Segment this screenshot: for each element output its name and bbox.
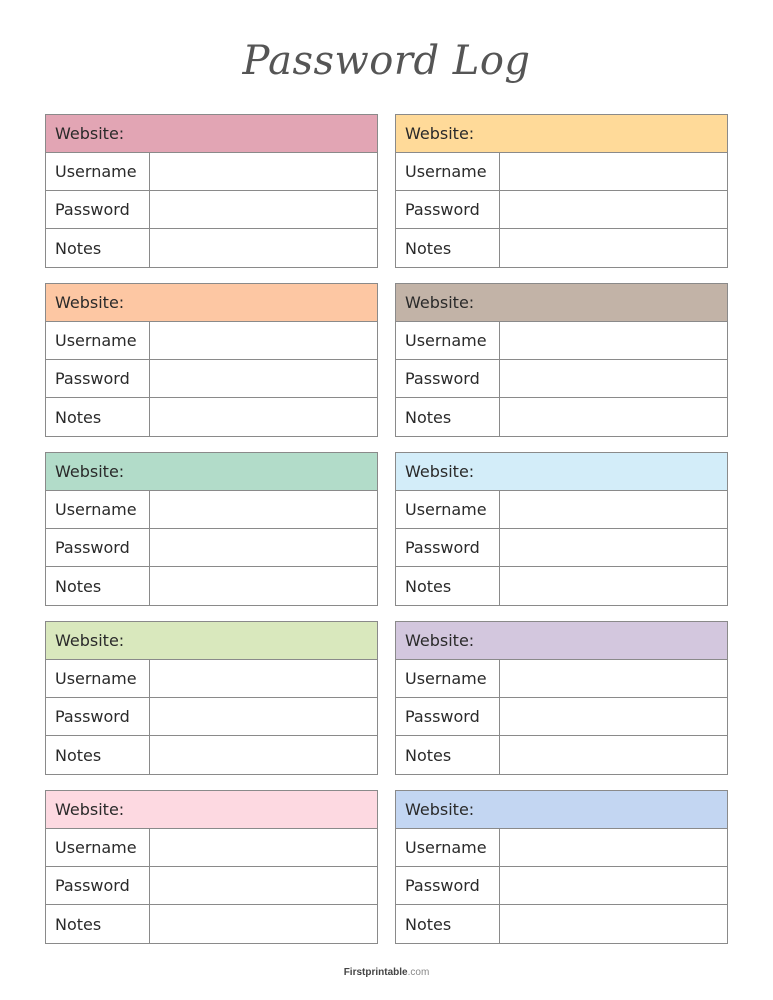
notes-field[interactable]: [150, 398, 377, 436]
password-entry-card: [395, 452, 728, 606]
notes-label: Notes: [46, 567, 150, 605]
password-field[interactable]: [500, 867, 727, 904]
website-field[interactable]: [396, 622, 727, 660]
password-row: [396, 191, 727, 229]
username-label: Username: [396, 660, 500, 697]
footer-brand: Firstprintable: [343, 967, 408, 978]
notes-row: [46, 398, 377, 436]
password-row: [46, 698, 377, 736]
website-field[interactable]: [46, 115, 377, 153]
password-field[interactable]: [150, 191, 377, 228]
username-label: Username: [396, 829, 500, 866]
username-row: [46, 829, 377, 867]
notes-label: Notes: [46, 229, 150, 267]
username-label: Username: [46, 829, 150, 866]
website-label: Website:: [405, 293, 475, 312]
username-label: Username: [46, 491, 150, 528]
password-label: Password: [46, 191, 150, 228]
password-field[interactable]: [500, 698, 727, 735]
password-log-grid: [45, 114, 728, 944]
username-field[interactable]: [500, 322, 727, 359]
password-label: Password: [46, 529, 150, 566]
password-row: [396, 867, 727, 905]
notes-row: [396, 905, 727, 943]
username-row: [46, 153, 377, 191]
password-entry-card: [45, 621, 378, 775]
password-entry-card: [395, 283, 728, 437]
notes-label: Notes: [396, 905, 500, 943]
website-field[interactable]: [396, 791, 727, 829]
username-field[interactable]: [500, 660, 727, 697]
notes-label: Notes: [396, 567, 500, 605]
password-row: [46, 191, 377, 229]
username-field[interactable]: [500, 491, 727, 528]
username-row: [396, 322, 727, 360]
username-label: Username: [46, 322, 150, 359]
notes-row: [46, 905, 377, 943]
password-row: [46, 867, 377, 905]
website-label: Website:: [405, 462, 475, 481]
notes-row: [396, 229, 727, 267]
password-label: Password: [396, 529, 500, 566]
username-row: [46, 660, 377, 698]
website-label: Website:: [405, 800, 475, 819]
notes-field[interactable]: [500, 567, 727, 605]
username-row: [396, 829, 727, 867]
username-label: Username: [396, 491, 500, 528]
username-row: [396, 491, 727, 529]
notes-field[interactable]: [150, 229, 377, 267]
username-field[interactable]: [500, 829, 727, 866]
username-row: [46, 322, 377, 360]
username-label: Username: [46, 153, 150, 190]
password-row: [396, 698, 727, 736]
notes-label: Notes: [396, 229, 500, 267]
website-field[interactable]: [396, 453, 727, 491]
password-entry-card: [45, 283, 378, 437]
username-label: Username: [46, 660, 150, 697]
password-entry-card: [395, 114, 728, 268]
username-field[interactable]: [150, 660, 377, 697]
password-label: Password: [396, 698, 500, 735]
website-label: Website:: [55, 124, 125, 143]
notes-field[interactable]: [500, 229, 727, 267]
notes-label: Notes: [396, 398, 500, 436]
username-field[interactable]: [150, 153, 377, 190]
username-label: Username: [396, 153, 500, 190]
website-field[interactable]: [46, 453, 377, 491]
notes-row: [46, 229, 377, 267]
footer-credit: [0, 967, 773, 978]
password-row: [396, 529, 727, 567]
notes-field[interactable]: [500, 398, 727, 436]
notes-field[interactable]: [150, 905, 377, 943]
username-row: [396, 660, 727, 698]
website-label: Website:: [55, 800, 125, 819]
username-field[interactable]: [150, 491, 377, 528]
username-field[interactable]: [150, 322, 377, 359]
notes-row: [396, 398, 727, 436]
password-field[interactable]: [150, 529, 377, 566]
notes-field[interactable]: [500, 736, 727, 774]
notes-row: [396, 736, 727, 774]
notes-label: Notes: [46, 736, 150, 774]
website-field[interactable]: [396, 115, 727, 153]
password-entry-card: [395, 790, 728, 944]
username-row: [46, 491, 377, 529]
password-entry-card: [45, 790, 378, 944]
notes-label: Notes: [46, 398, 150, 436]
password-row: [46, 360, 377, 398]
website-field[interactable]: [46, 622, 377, 660]
password-entry-card: [45, 114, 378, 268]
password-label: Password: [396, 867, 500, 904]
footer-tld: .com: [407, 967, 430, 978]
password-field[interactable]: [500, 191, 727, 228]
password-field[interactable]: [150, 698, 377, 735]
password-field[interactable]: [150, 867, 377, 904]
password-label: Password: [396, 191, 500, 228]
password-label: Password: [396, 360, 500, 397]
notes-label: Notes: [396, 736, 500, 774]
password-row: [396, 360, 727, 398]
website-label: Website:: [55, 293, 125, 312]
password-entry-card: [395, 621, 728, 775]
notes-label: Notes: [46, 905, 150, 943]
username-field[interactable]: [500, 153, 727, 190]
username-row: [396, 153, 727, 191]
website-field[interactable]: [46, 284, 377, 322]
website-label: Website:: [405, 124, 475, 143]
username-label: Username: [396, 322, 500, 359]
notes-field[interactable]: [500, 905, 727, 943]
notes-row: [46, 567, 377, 605]
password-field[interactable]: [500, 529, 727, 566]
password-row: [46, 529, 377, 567]
notes-row: [46, 736, 377, 774]
password-label: Password: [46, 698, 150, 735]
password-label: Password: [46, 867, 150, 904]
password-label: Password: [46, 360, 150, 397]
website-field[interactable]: [396, 284, 727, 322]
password-field[interactable]: [150, 360, 377, 397]
page-title: Password Log: [242, 38, 531, 84]
password-field[interactable]: [500, 360, 727, 397]
notes-field[interactable]: [150, 567, 377, 605]
username-field[interactable]: [150, 829, 377, 866]
notes-field[interactable]: [150, 736, 377, 774]
website-label: Website:: [405, 631, 475, 650]
website-label: Website:: [55, 631, 125, 650]
notes-row: [396, 567, 727, 605]
website-field[interactable]: [46, 791, 377, 829]
password-entry-card: [45, 452, 378, 606]
website-label: Website:: [55, 462, 125, 481]
